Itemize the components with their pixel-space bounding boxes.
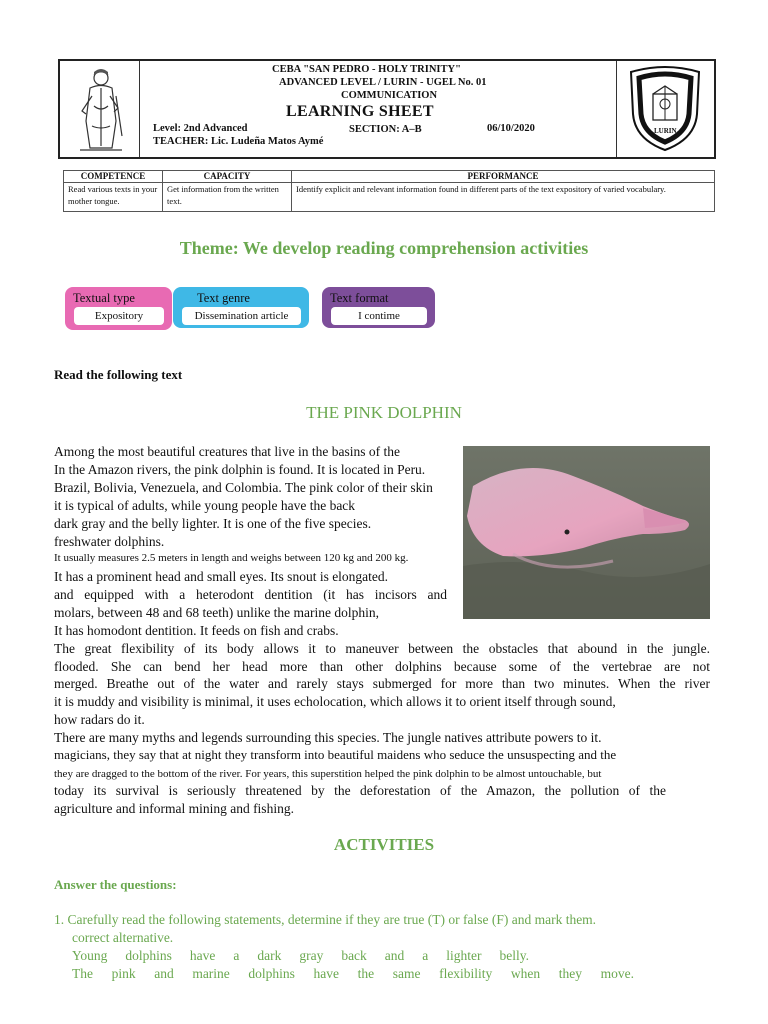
header-capacity: CAPACITY [163,171,292,183]
paragraph-line: it is muddy and visibility is minimal, it uses echolocation, which allows it to orient itself through sound, [54,694,616,709]
level-line: ADVANCED LEVEL / LURIN - UGEL No. 01 [279,77,487,88]
tag-value: Expository [74,307,164,325]
paragraph-line: dark gray and the belly lighter. It is one of the five species. [54,516,372,531]
tag-value: I contime [331,307,427,325]
paragraph-line: In the Amazon rivers, the pink dolphin is found. It is located in Peru. [54,462,426,477]
paragraph-line: merged. Breathe out of the water and rarely stays submerged for more than two minutes. When the river [54,676,710,691]
tag-text-format [322,287,435,328]
answer-label: Answer the questions: [54,877,177,892]
tag-value: Dissemination article [182,307,301,325]
paragraph-line: and equipped with a heterodont dentition (it has incisors and [54,587,447,602]
tag-label: Text format [330,291,389,305]
question-1-line2: correct alternative. [72,930,174,945]
section: SECTION: A–B [349,124,422,135]
paragraph-line: Among the most beautiful creatures that live in the basins of the [54,444,401,459]
date: 06/10/2020 [487,123,535,134]
pink-dolphin-photo [463,446,710,619]
paragraph-line: There are many myths and legends surrounding this species. The jungle natives attribute powers to it. [54,730,602,745]
paragraph-line: they are dragged to the bottom of the river. For years, this superstition helped the pink dolphin to be almost untouchable, but [54,768,602,780]
paragraph-line: it is typical of adults, while young people have the back [54,498,356,513]
level: Level: 2nd Advanced [153,123,248,134]
text-title: THE PINK DOLPHIN [306,403,462,422]
theme: Theme: We develop reading comprehension activities [179,238,589,258]
paragraph-line: Brazil, Bolivia, Venezuela, and Colombia. The pink color of their skin [54,480,433,495]
tag-label: Textual type [73,291,135,305]
paragraph-line: The great flexibility of its body allows it to maneuver between the obstacles that abound in the jungle. [54,641,710,656]
crest-text: LURIN [654,127,677,135]
cell-competence: Read various texts in your mother tongue. [64,183,163,212]
activities-title: ACTIVITIES [333,835,435,854]
school-crest-icon [625,64,705,154]
paragraph-line: It has homodont dentition. It feeds on fish and crabs. [54,623,339,638]
tag-text-genre [173,287,309,328]
statement-1: Young dolphins have a dark gray back and a lighter belly. [72,948,529,963]
cell-capacity: Get information from the written text. [163,183,292,212]
paragraph-line: flooded. She can bend her head more than other dolphins because some of the vertebrae are not [54,659,710,674]
subject: COMMUNICATION [341,90,438,101]
saint-figure-logo [72,66,130,154]
paragraph-line: freshwater dolphins. [54,534,165,549]
header-performance: PERFORMANCE [292,171,715,183]
header-competence: COMPETENCE [64,171,163,183]
paragraph-line: It has a prominent head and small eyes. Its snout is elongated. [54,569,389,584]
paragraph-line: agriculture and informal mining and fishing. [54,801,294,816]
tag-textual-type [65,287,172,330]
paragraph-line: how radars do it. [54,712,145,727]
teacher: TEACHER: Lic. Ludeña Matos Aymé [153,136,324,147]
sheet-title: LEARNING SHEET [286,103,434,120]
header-box [58,59,716,159]
paragraph-line: It usually measures 2.5 meters in length and weighs between 120 kg and 200 kg. [54,552,409,564]
cell-performance: Identify explicit and relevant information found in different parts of the text expository of varied vocabulary. [292,183,715,212]
tag-label: Text genre [197,291,250,305]
paragraph-line: magicians, they say that at night they transform into beautiful maidens who seduce the unsuspecting and the [54,747,617,762]
paragraph-line: molars, between 48 and 68 teeth) unlike the marine dolphin, [54,605,380,620]
competence-table [63,170,715,212]
statement-2: The pink and marine dolphins have the same flexibility when they move. [72,966,634,981]
paragraph-line: today its survival is seriously threatened by the deforestation of the Amazon, the pollution of the [54,783,666,798]
school-name: CEBA "SAN PEDRO - HOLY TRINITY" [272,64,461,75]
question-1-line1: 1. Carefully read the following statements, determine if they are true (T) or false (F) and mark them. [54,912,597,927]
read-label: Read the following text [54,367,183,382]
